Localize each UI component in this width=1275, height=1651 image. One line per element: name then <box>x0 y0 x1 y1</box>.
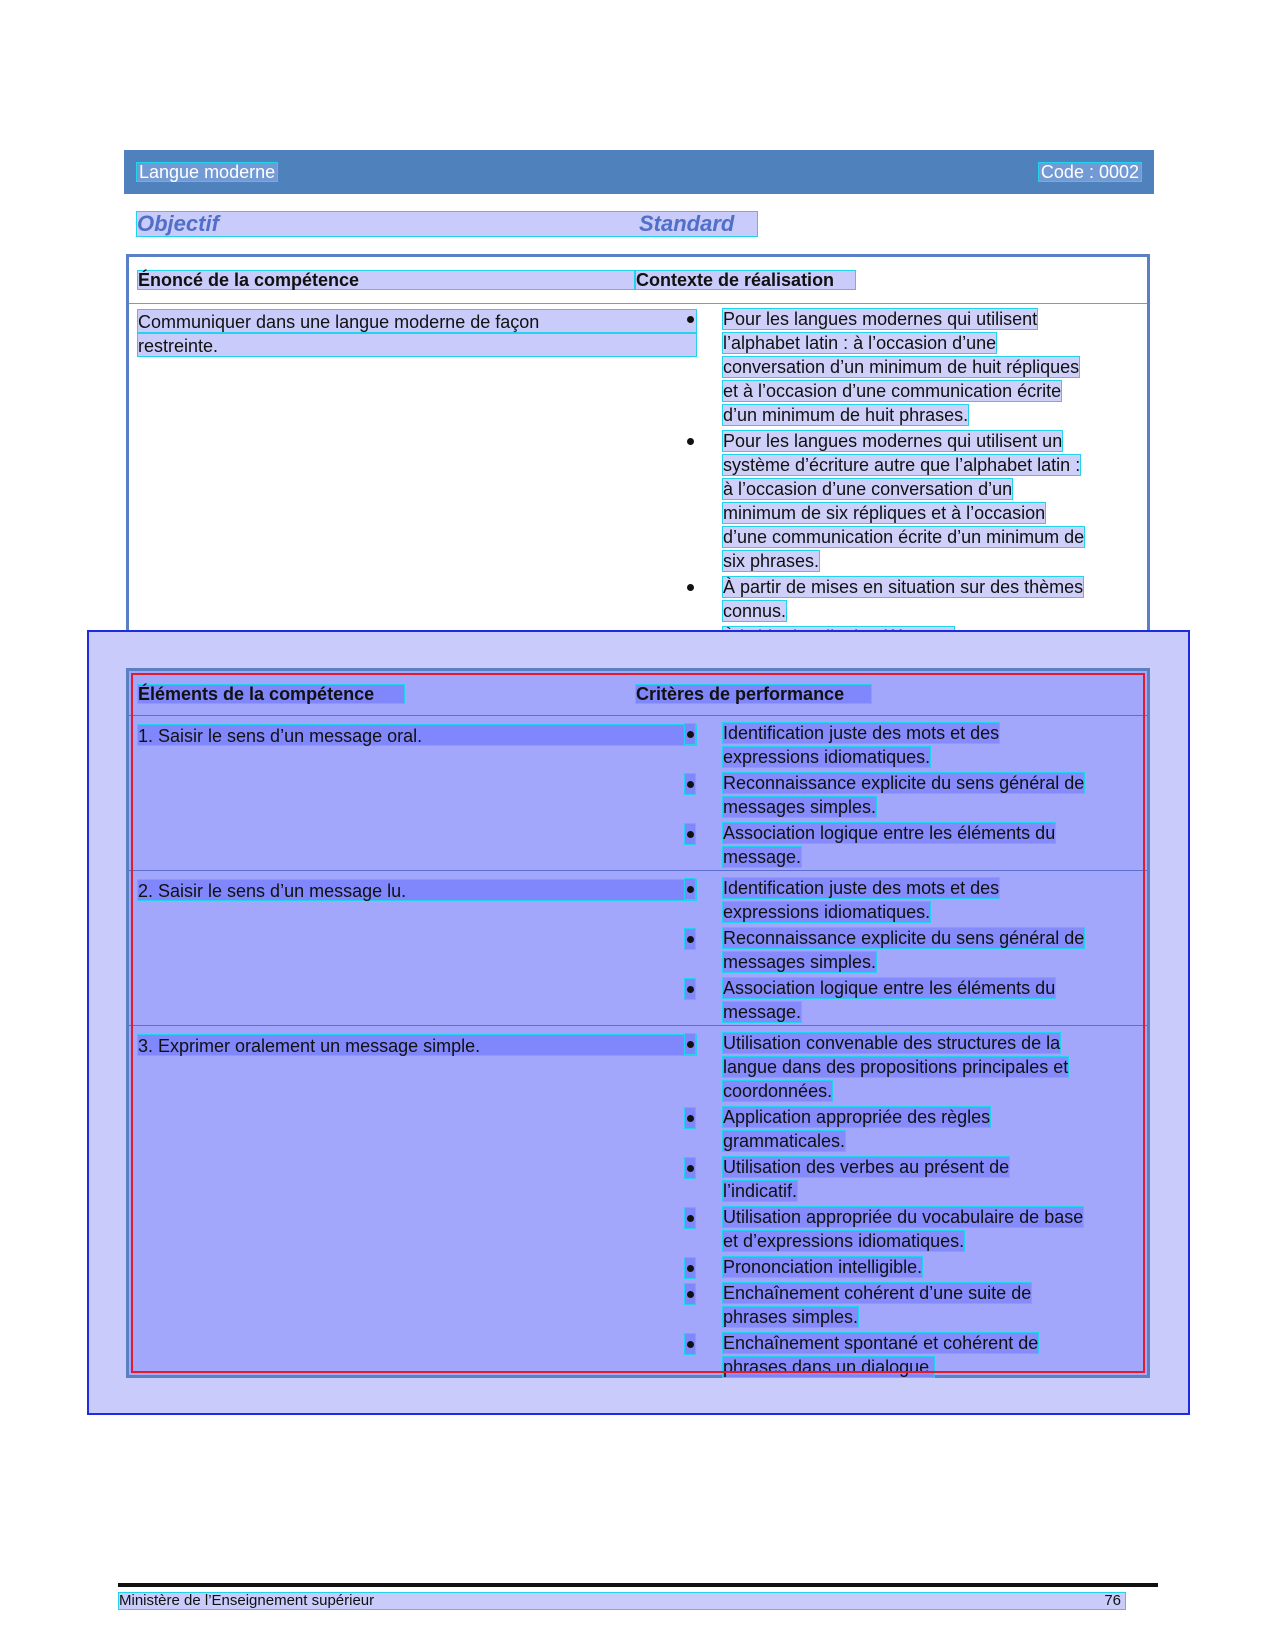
bullet-line: conversation d’un minimum de huit répliques <box>723 357 1080 377</box>
competence-statement <box>137 309 697 357</box>
document-header-bar <box>124 150 1154 194</box>
bullet-line: expressions idiomatiques. <box>723 902 931 922</box>
bullet-icon <box>686 577 694 597</box>
bullet-line: langue dans des propositions principales et <box>723 1057 1069 1077</box>
bullet-line: À partir de mises en situation sur des thèmes <box>723 577 1084 597</box>
bullet-line: et à l’occasion d’une communication écrite <box>723 381 1062 401</box>
bullet-line: expressions idiomatiques. <box>723 747 931 767</box>
bullet-item <box>722 1031 1154 1103</box>
bullet-line: coordonnées. <box>723 1081 833 1101</box>
bullet-item <box>722 771 1154 819</box>
col-contexte-title: Contexte de réalisation <box>635 270 856 290</box>
bullet-line: message. <box>723 1002 802 1022</box>
bullet-icon <box>684 1257 696 1279</box>
bullet-line: Pour les langues modernes qui utilisent un <box>723 431 1063 451</box>
bullet-line: à l’occasion d’une conversation d’un <box>723 479 1013 499</box>
bullet-item <box>722 976 1154 1024</box>
col-elements-title: Éléments de la compétence <box>137 684 405 704</box>
bullet-line: Utilisation convenable des structures de la <box>723 1033 1061 1053</box>
page-footer <box>118 1592 1126 1610</box>
criteria-list <box>722 876 1154 1026</box>
bullet-item <box>722 876 1154 924</box>
bullet-icon <box>684 1207 696 1229</box>
bullet-icon <box>684 1033 696 1055</box>
bullet-line: système d’écriture autre que l’alphabet latin : <box>723 455 1081 475</box>
bullet-line: message. <box>723 847 802 867</box>
bullet-line: connus. <box>723 601 787 621</box>
page-number: 76 <box>1104 1592 1121 1609</box>
bullet-icon <box>684 928 696 950</box>
subject-title: Langue moderne <box>136 162 278 182</box>
footer-divider <box>118 1583 1158 1587</box>
bullet-line: six phrases. <box>723 551 820 571</box>
bullet-icon <box>684 1107 696 1129</box>
bullet-line: Association logique entre les éléments du <box>723 978 1056 998</box>
bullet-icon <box>684 1333 696 1355</box>
table-header <box>129 671 1147 716</box>
bullet-item <box>722 926 1154 974</box>
bullet-line: Application appropriée des règles <box>723 1107 991 1127</box>
bullet-line: Identification juste des mots et des <box>723 723 1000 743</box>
statement-line: Communiquer dans une langue moderne de façon <box>137 309 697 333</box>
bullet-icon <box>684 978 696 1000</box>
element-text: 1. Saisir le sens d’un message oral. <box>137 724 697 746</box>
bullet-item <box>722 429 1152 573</box>
element-row-2 <box>129 870 1147 1026</box>
bullet-line: Reconnaissance explicite du sens général de <box>723 928 1085 948</box>
bullet-item <box>722 721 1154 769</box>
bullet-line: grammaticales. <box>723 1131 846 1151</box>
element-row-1 <box>129 715 1147 871</box>
bullet-line: l’alphabet latin : à l’occasion d’une <box>723 333 997 353</box>
bullet-line: l’indicatif. <box>723 1181 798 1201</box>
bullet-line: Identification juste des mots et des <box>723 878 1000 898</box>
section-subtitle-row <box>136 211 758 237</box>
bullet-item <box>722 1155 1154 1203</box>
bullet-icon <box>684 1283 696 1305</box>
bullet-icon <box>686 431 694 451</box>
bullet-line: phrases dans un dialogue. <box>723 1357 935 1377</box>
bullet-item <box>722 1331 1154 1379</box>
bullet-item <box>722 1255 1154 1279</box>
bullet-line: Prononciation intelligible. <box>723 1257 923 1277</box>
element-text: 3. Exprimer oralement un message simple. <box>137 1034 697 1056</box>
course-code: Code : 0002 <box>1038 162 1142 182</box>
ministry-name: Ministère de l’Enseignement supérieur <box>119 1592 375 1609</box>
bullet-line: d’un minimum de huit phrases. <box>723 405 969 425</box>
bullet-line: phrases simples. <box>723 1307 859 1327</box>
performance-criteria-table <box>126 668 1150 1378</box>
col-criteres-title: Critères de performance <box>635 684 872 704</box>
bullet-line: Reconnaissance explicite du sens général de <box>723 773 1085 793</box>
standard-label: Standard <box>639 211 735 236</box>
bullet-line: et d’expressions idiomatiques. <box>723 1231 965 1251</box>
bullet-line: messages simples. <box>723 797 877 817</box>
bullet-line: messages simples. <box>723 952 877 972</box>
bullet-icon <box>684 878 696 900</box>
bullet-icon <box>684 723 696 745</box>
bullet-item <box>722 1105 1154 1153</box>
bullet-item <box>722 575 1152 623</box>
table-header <box>129 257 1147 304</box>
bullet-icon <box>686 309 694 329</box>
objectif-label: Objectif <box>137 211 219 236</box>
statement-line: restreinte. <box>137 333 697 357</box>
bullet-line: d’une communication écrite d’un minimum de <box>723 527 1085 547</box>
bullet-line: Enchaînement cohérent d’une suite de <box>723 1283 1032 1303</box>
criteria-list <box>722 1031 1154 1381</box>
col-enonce-title: Énoncé de la compétence <box>137 270 635 290</box>
competence-statement-table <box>126 254 1150 649</box>
bullet-icon <box>684 823 696 845</box>
bullet-item <box>722 307 1152 427</box>
bullet-line: Utilisation appropriée du vocabulaire de base <box>723 1207 1084 1227</box>
bullet-item <box>722 1281 1154 1329</box>
bullet-item <box>722 821 1154 869</box>
bullet-line: Enchaînement spontané et cohérent de <box>723 1333 1039 1353</box>
bullet-icon <box>684 1157 696 1179</box>
bullet-line: minimum de six répliques et à l’occasion <box>723 503 1046 523</box>
bullet-line: Pour les langues modernes qui utilisent <box>723 309 1038 329</box>
contexte-list <box>722 307 1152 651</box>
element-row-3 <box>129 1025 1147 1375</box>
criteria-list <box>722 721 1154 871</box>
bullet-icon <box>684 773 696 795</box>
bullet-line: Utilisation des verbes au présent de <box>723 1157 1010 1177</box>
element-text: 2. Saisir le sens d’un message lu. <box>137 879 697 901</box>
bullet-line: Association logique entre les éléments du <box>723 823 1056 843</box>
bullet-item <box>722 1205 1154 1253</box>
